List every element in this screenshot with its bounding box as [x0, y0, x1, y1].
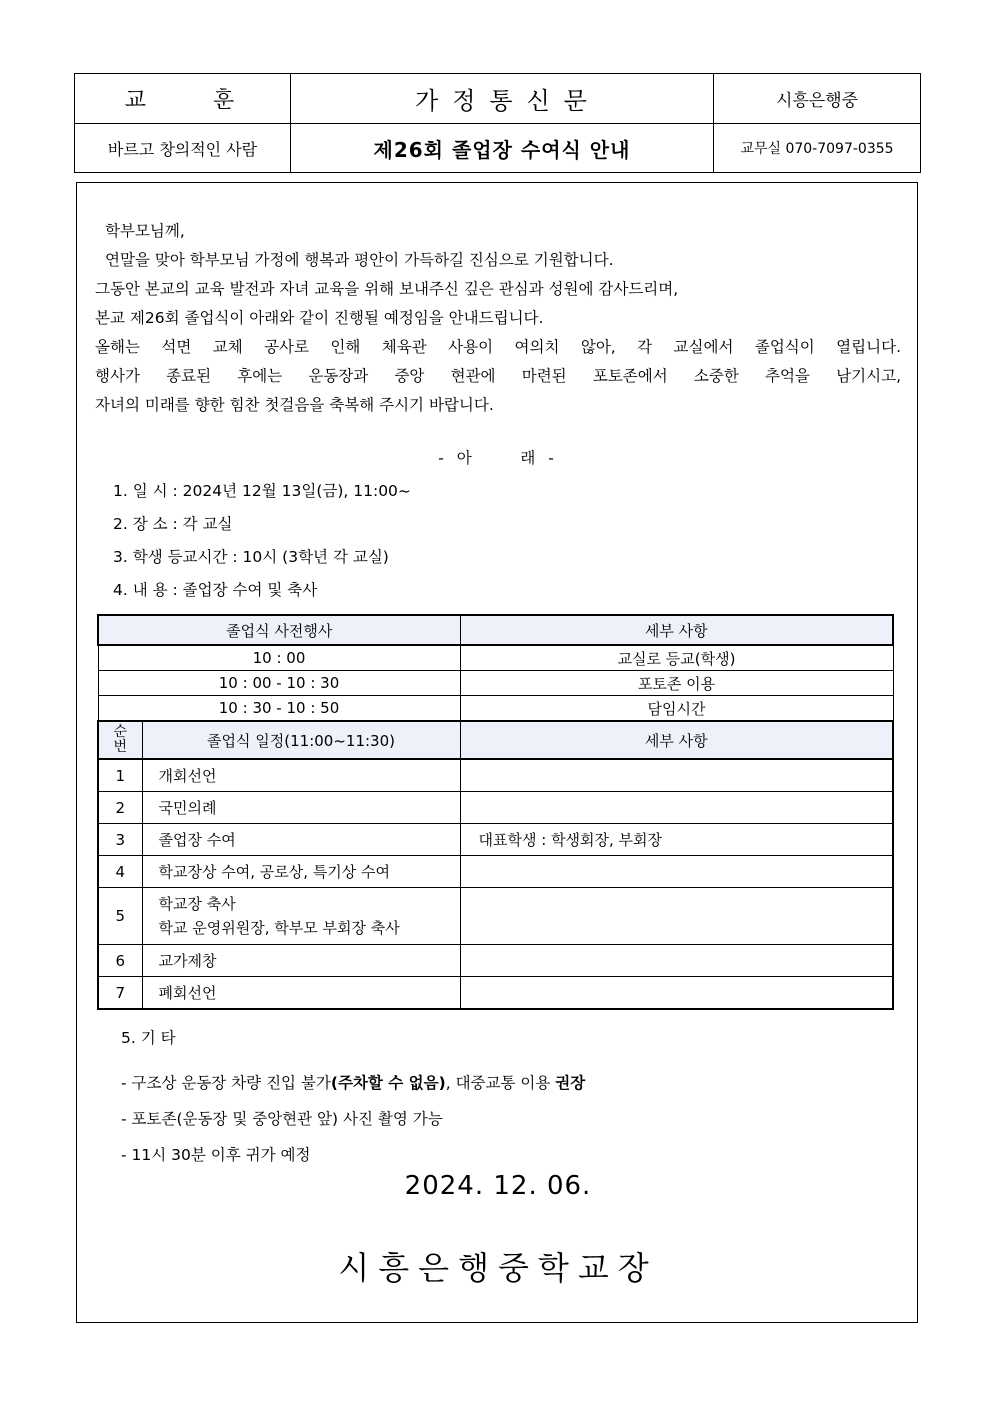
etc-item: - 포토존(운동장 및 중앙현관 앞) 사진 촬영 가능 — [121, 1110, 443, 1128]
notice-item: 2. 장 소 : 각 교실 — [113, 515, 233, 533]
table-row — [98, 856, 893, 888]
schedule-number: 7 — [98, 977, 142, 1010]
etc-item — [121, 1065, 585, 1101]
body-line: 행사가 종료된 후에는 운동장과 중앙 현관에 마련된 포토존에서 소중한 추억을 남기시고, — [95, 367, 901, 385]
schedule-detail — [460, 888, 893, 945]
schedule-item: 학교장상 수여, 공로상, 특기상 수여 — [142, 856, 460, 888]
office-phone: 교무실 070-7097-0355 — [714, 124, 921, 173]
schedule-item: 교가제창 — [142, 945, 460, 977]
table-row — [98, 977, 893, 1010]
sequence-header — [98, 721, 142, 759]
school-motto: 바르고 창의적인 사람 — [75, 124, 291, 173]
schedule-item: 졸업장 수여 — [142, 824, 460, 856]
pre-event-time: 10 : 30 - 10 : 50 — [98, 696, 460, 722]
pre-events-detail-header: 세부 사항 — [460, 615, 893, 645]
schedule-detail: 대표학생 : 학생회장, 부회장 — [460, 824, 893, 856]
pre-event-detail: 담임시간 — [460, 696, 893, 722]
notice-item: 1. 일 시 : 2024년 12월 13일(금), 11:00~ — [113, 482, 411, 500]
schedule-detail — [460, 856, 893, 888]
issue-date: 2024. 12. 06. — [404, 1171, 592, 1201]
pre-event-detail: 포토존 이용 — [460, 671, 893, 696]
table-row — [98, 888, 893, 945]
motto-label: 교 훈 — [75, 74, 291, 124]
body-line: 그동안 본교의 교육 발전과 자녀 교육을 위해 보내주신 깊은 관심과 성원에 감사드리며, — [95, 280, 679, 298]
body-line: 본교 제26회 졸업식이 아래와 같이 진행될 예정임을 안내드립니다. — [95, 309, 544, 327]
etc-text: , 대중교통 이용 — [445, 1074, 556, 1092]
schedule-table — [97, 614, 894, 1010]
pre-event-detail: 교실로 등교(학생) — [460, 645, 893, 671]
schedule-detail — [460, 977, 893, 1010]
table-row — [98, 759, 893, 792]
schedule-item: 개회선언 — [142, 759, 460, 792]
schedule-number: 2 — [98, 792, 142, 824]
schedule-detail — [460, 945, 893, 977]
notice-items — [113, 475, 411, 607]
letter-paragraph — [95, 217, 901, 420]
schedule-number: 5 — [98, 888, 142, 945]
etc-list — [121, 1065, 585, 1173]
letter-title: 가정통신문 — [291, 74, 714, 124]
schedule-number: 1 — [98, 759, 142, 792]
greeting: 학부모님께, — [105, 222, 185, 240]
school-name: 시흥은행중 — [714, 74, 921, 124]
signature: 시흥은행중학교장 — [338, 1249, 658, 1287]
table-row — [98, 824, 893, 856]
table-row — [98, 792, 893, 824]
notice-item: 4. 내 용 : 졸업장 수여 및 축사 — [113, 581, 318, 599]
schedule-number: 4 — [98, 856, 142, 888]
etc-emphasis: (주차할 수 없음) — [330, 1074, 446, 1092]
etc-heading: 5. 기 타 — [121, 1029, 176, 1047]
letter-subject: 제26회 졸업장 수여식 안내 — [291, 124, 714, 173]
schedule-item: 국민의례 — [142, 792, 460, 824]
etc-text: - 구조상 운동장 차량 진입 불가 — [121, 1074, 331, 1092]
sequence-header-label: 순번 — [113, 724, 128, 755]
body-line: 자녀의 미래를 향한 힘찬 첫걸음을 축복해 주시기 바랍니다. — [95, 396, 494, 414]
body-line: 연말을 맞아 학부모님 가정에 행복과 평안이 가득하길 진심으로 기원합니다. — [105, 251, 614, 269]
schedule-item-line: 학교 운영위원장, 학부모 부회장 축사 — [158, 919, 400, 937]
body-line: 올해는 석면 교체 공사로 인해 체육관 사용이 여의치 않아, 각 교실에서 졸업식이 열립니다. — [95, 338, 901, 356]
etc-emphasis: 권장 — [555, 1074, 586, 1092]
letter-body — [76, 182, 918, 1323]
pre-event-time: 10 : 00 — [98, 645, 460, 671]
schedule-item — [142, 888, 460, 945]
letter-header — [74, 73, 921, 173]
table-row — [98, 945, 893, 977]
schedule-number: 6 — [98, 945, 142, 977]
schedule-detail — [460, 792, 893, 824]
schedule-detail — [460, 759, 893, 792]
etc-item: - 11시 30분 이후 귀가 예정 — [121, 1146, 311, 1164]
pre-event-time: 10 : 00 - 10 : 30 — [98, 671, 460, 696]
notice-heading: - 아 래 - — [438, 449, 558, 467]
schedule-header: 졸업식 일정(11:00~11:30) — [142, 721, 460, 759]
schedule-number: 3 — [98, 824, 142, 856]
pre-events-header: 졸업식 사전행사 — [98, 615, 460, 645]
schedule-item: 폐회선언 — [142, 977, 460, 1010]
notice-item: 3. 학생 등교시간 : 10시 (3학년 각 교실) — [113, 548, 389, 566]
schedule-detail-header: 세부 사항 — [460, 721, 893, 759]
schedule-item-line: 학교장 축사 — [158, 895, 236, 913]
